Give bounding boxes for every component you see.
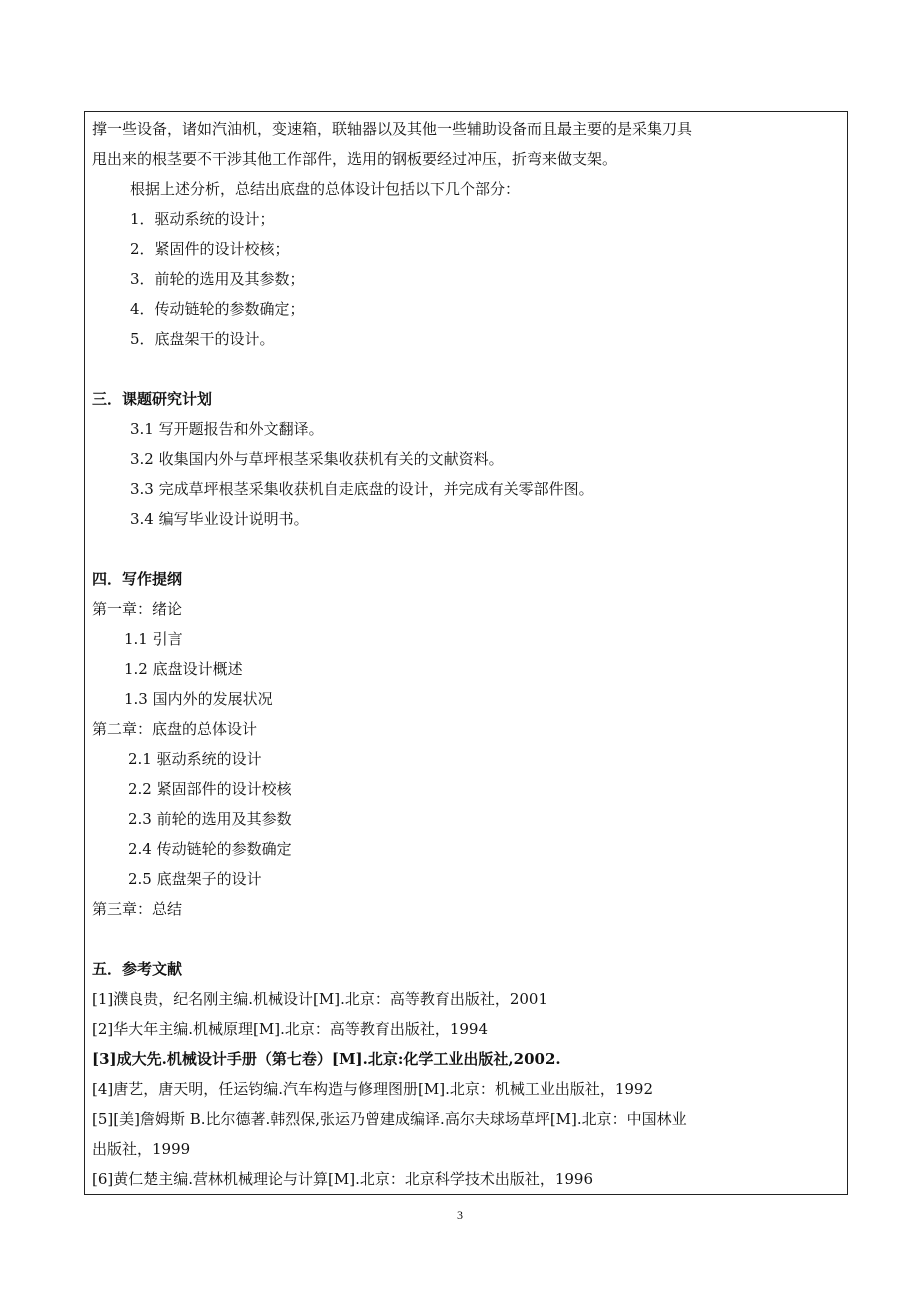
reference-item-continued: 出版社，1999 <box>92 1140 191 1158</box>
chapter-2: 第二章：底盘的总体设计 <box>92 720 258 738</box>
outline-item: 2.3 前轮的选用及其参数 <box>128 810 292 828</box>
chapter-3: 第三章：总结 <box>92 900 183 918</box>
section5-heading: 五．参考文献 <box>92 960 183 978</box>
outline-item: 1.3 国内外的发展状况 <box>124 690 273 708</box>
plan-item: 3.1 写开题报告和外文翻译。 <box>130 420 324 438</box>
reference-item: [3]成大先.机械设计手册（第七卷）[M].北京:化学工业出版社,2002. <box>92 1050 561 1068</box>
chapter-1: 第一章：绪论 <box>92 600 183 618</box>
intro-line-1: 撑一些设备，诸如汽油机，变速箱，联轴器以及其他一些辅助设备而且最主要的是采集刀具 <box>92 120 693 138</box>
part-item: 1．驱动系统的设计； <box>130 210 275 228</box>
intro-line-2: 甩出来的根茎要不干涉其他工作部件，选用的钢板要经过冲压，折弯来做支架。 <box>92 150 618 168</box>
reference-item: [1]濮良贵，纪名刚主编.机械设计[M].北京：高等教育出版社，2001 <box>92 990 549 1008</box>
part-item: 5．底盘架干的设计。 <box>130 330 275 348</box>
section4-heading: 四．写作提纲 <box>92 570 183 588</box>
outline-item: 1.2 底盘设计概述 <box>124 660 243 678</box>
outline-item: 2.2 紧固部件的设计校核 <box>128 780 292 798</box>
reference-item: [5][美]詹姆斯 B.比尔德著.韩烈保,张运乃曾建成编译.高尔夫球场草坪[M].北京：中国林业 <box>92 1110 687 1128</box>
reference-item: [2]华大年主编.机械原理[M].北京：高等教育出版社，1994 <box>92 1020 489 1038</box>
part-item: 4．传动链轮的参数确定； <box>130 300 305 318</box>
plan-item: 3.2 收集国内外与草坪根茎采集收获机有关的文献资料。 <box>130 450 504 468</box>
plan-item: 3.4 编写毕业设计说明书。 <box>130 510 309 528</box>
plan-item: 3.3 完成草坪根茎采集收获机自走底盘的设计，并完成有关零部件图。 <box>130 480 594 498</box>
section3-heading: 三．课题研究计划 <box>92 390 213 408</box>
outline-item: 1.1 引言 <box>124 630 183 648</box>
reference-item: [6]黄仁楚主编.营林机械理论与计算[M].北京：北京科学技术出版社，1996 <box>92 1170 594 1188</box>
reference-item: [4]唐艺，唐天明，任运钧编.汽车构造与修理图册[M].北京：机械工业出版社，1992 <box>92 1080 654 1098</box>
outline-item: 2.4 传动链轮的参数确定 <box>128 840 292 858</box>
part-item: 3．前轮的选用及其参数； <box>130 270 305 288</box>
part-item: 2．紧固件的设计校核； <box>130 240 290 258</box>
outline-item: 2.5 底盘架子的设计 <box>128 870 262 888</box>
outline-item: 2.1 驱动系统的设计 <box>128 750 262 768</box>
page-number: 3 <box>457 1208 463 1222</box>
intro-line-3: 根据上述分析，总结出底盘的总体设计包括以下几个部分： <box>130 180 521 198</box>
